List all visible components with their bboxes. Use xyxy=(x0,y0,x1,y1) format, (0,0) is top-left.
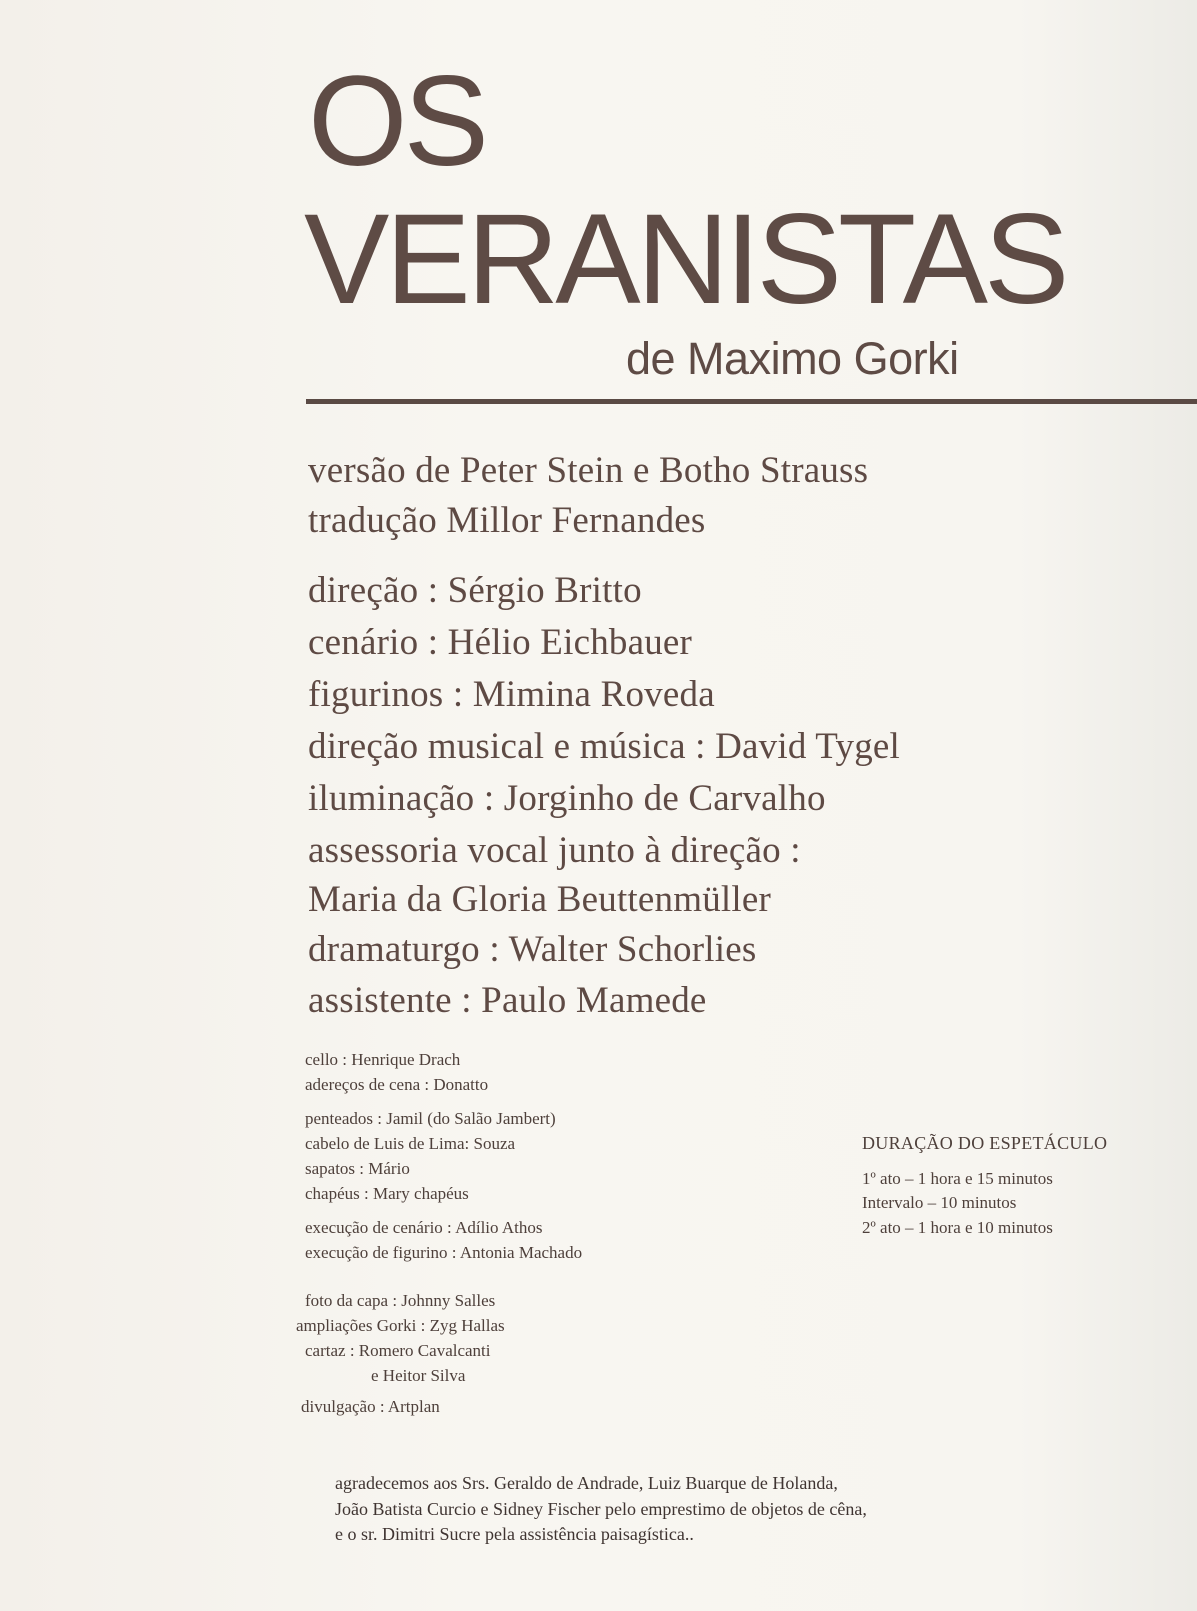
credit-music: direção musical e música : David Tygel xyxy=(308,726,901,767)
credit-vocal-label: assessoria vocal junto à direção : xyxy=(308,830,801,871)
credit-small-item: cartaz : Romero Cavalcanti xyxy=(305,1341,491,1360)
credit-dramaturg: dramaturgo : Walter Schorlies xyxy=(308,929,757,970)
duration-line: 1º ato – 1 hora e 15 minutos xyxy=(862,1169,1053,1188)
credit-translation: tradução Millor Fernandes xyxy=(308,500,706,541)
title-divider xyxy=(306,399,1197,404)
duration-line: Intervalo – 10 minutos xyxy=(862,1193,1017,1212)
play-title-line-1: OS xyxy=(308,50,485,193)
credit-small-item: cabelo de Luis de Lima: Souza xyxy=(305,1134,516,1153)
credit-vocal-name: Maria da Gloria Beuttenmüller xyxy=(308,879,772,920)
thanks-line: e o sr. Dimitri Sucre pela assistência paisagística.. xyxy=(335,1524,694,1544)
credit-small-item: execução de cenário : Adílio Athos xyxy=(305,1218,543,1237)
credit-assistant: assistente : Paulo Mamede xyxy=(308,980,707,1021)
credit-small-item: foto da capa : Johnny Salles xyxy=(305,1291,496,1310)
thanks-line: agradecemos aos Srs. Geraldo de Andrade, Luiz Buarque de Holanda, xyxy=(335,1473,838,1493)
credit-version: versão de Peter Stein e Botho Strauss xyxy=(308,450,869,491)
duration-heading: DURAÇÃO DO ESPETÁCULO xyxy=(862,1133,1108,1153)
credit-direction: direção : Sérgio Britto xyxy=(308,570,642,611)
credit-small-item: sapatos : Mário xyxy=(305,1159,410,1178)
credit-small-item: adereços de cena : Donatto xyxy=(305,1075,489,1094)
credit-small-item: penteados : Jamil (do Salão Jambert) xyxy=(305,1109,556,1128)
credit-lighting: iluminação : Jorginho de Carvalho xyxy=(308,778,826,819)
credit-small-item: divulgação : Artplan xyxy=(301,1397,440,1416)
credit-costumes: figurinos : Mimina Roveda xyxy=(308,674,715,715)
duration-line: 2º ato – 1 hora e 10 minutos xyxy=(862,1218,1053,1237)
credit-set: cenário : Hélio Eichbauer xyxy=(308,622,693,663)
credit-small-item: e Heitor Silva xyxy=(371,1366,466,1385)
credit-small-item: chapéus : Mary chapéus xyxy=(305,1184,469,1203)
credit-small-item: execução de figurino : Antonia Machado xyxy=(305,1243,583,1262)
credit-small-item: ampliações Gorki : Zyg Hallas xyxy=(296,1316,505,1335)
play-title-line-2: VERANISTAS xyxy=(304,188,1066,331)
credit-small-item: cello : Henrique Drach xyxy=(305,1050,461,1069)
author-subtitle: de Maximo Gorki xyxy=(626,333,959,384)
thanks-line: João Batista Curcio e Sidney Fischer pelo emprestimo de objetos de cêna, xyxy=(335,1499,867,1519)
